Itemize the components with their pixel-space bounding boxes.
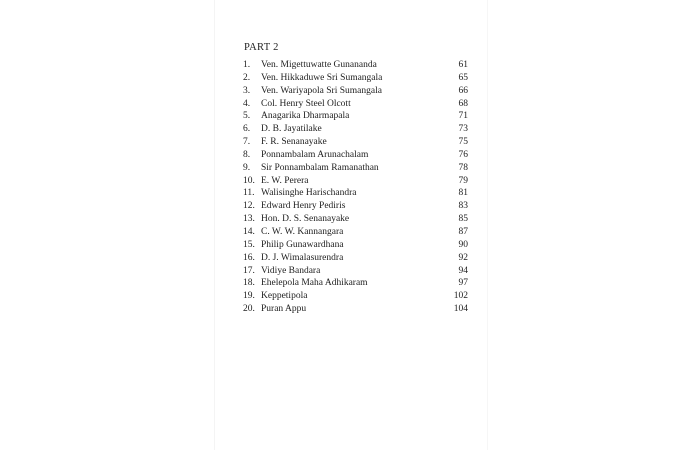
toc-entry-title: Keppetipola	[261, 291, 308, 302]
page-edge-left	[214, 0, 215, 450]
toc-entry	[243, 187, 468, 200]
toc-entry-page-number: 92	[458, 252, 468, 263]
toc-entry-page-number: 87	[458, 226, 468, 237]
toc-entry-title: Hon. D. S. Senanayake	[261, 214, 350, 225]
toc-entry	[243, 252, 468, 265]
table-of-contents	[243, 59, 468, 316]
toc-entry-number: 19.	[243, 291, 255, 302]
toc-entry-page-number: 75	[458, 137, 468, 148]
toc-entry-title: C. W. W. Kannangara	[261, 226, 344, 237]
toc-entry-title: Ehelepola Maha Adhikaram	[261, 278, 368, 289]
toc-entry	[243, 72, 468, 85]
toc-entry-number: 14.	[243, 226, 255, 237]
toc-entry	[243, 277, 468, 290]
toc-entry-page-number: 65	[458, 72, 468, 83]
toc-entry-page-number: 73	[458, 124, 468, 135]
toc-entry-number: 13.	[243, 214, 255, 225]
toc-entry-number: 20.	[243, 304, 255, 315]
toc-entry-page-number: 68	[458, 98, 468, 109]
toc-entry	[243, 226, 468, 239]
toc-entry	[243, 123, 468, 136]
toc-entry	[243, 162, 468, 175]
toc-entry-title: Puran Appu	[261, 304, 307, 315]
toc-entry-title: Philip Gunawardhana	[261, 239, 344, 250]
toc-entry-page-number: 94	[458, 265, 468, 276]
toc-entry-title: Edward Henry Pediris	[261, 201, 346, 212]
toc-entry-number: 5.	[243, 111, 251, 122]
toc-entry-number: 4.	[243, 98, 251, 109]
toc-entry-page-number: 97	[458, 278, 468, 289]
toc-entry-number: 16.	[243, 252, 255, 263]
toc-entry-title: Ven. Hikkaduwe Sri Sumangala	[261, 72, 383, 83]
toc-entry-page-number: 66	[458, 85, 468, 96]
toc-entry-page-number: 76	[458, 149, 468, 160]
part-heading: PART 2	[244, 42, 279, 53]
toc-entry-page-number: 71	[458, 111, 468, 122]
toc-entry-title: D. B. Jayatilake	[261, 124, 322, 135]
toc-entry-page-number: 104	[453, 304, 468, 315]
toc-entry-number: 6.	[243, 124, 251, 135]
toc-entry-page-number: 79	[458, 175, 468, 186]
toc-entry-page-number: 78	[458, 162, 468, 173]
toc-entry	[243, 98, 468, 111]
toc-entry-page-number: 81	[458, 188, 468, 199]
toc-entry-number: 17.	[243, 265, 255, 276]
toc-entry-page-number: 83	[458, 201, 468, 212]
toc-entry-number: 15.	[243, 239, 255, 250]
toc-entry-title: Vidiye Bandara	[261, 265, 321, 276]
toc-entry-number: 9.	[243, 162, 251, 173]
toc-entry-number: 18.	[243, 278, 255, 289]
toc-entry-page-number: 61	[458, 60, 468, 70]
page-edge-right	[487, 0, 488, 450]
toc-entry-number: 1.	[243, 60, 251, 70]
toc-entry-number: 10.	[243, 175, 255, 186]
toc-entry-page-number: 85	[458, 214, 468, 225]
toc-entry-title: Ven. Migettuwatte Gunananda	[261, 60, 377, 70]
toc-entry-number: 7.	[243, 137, 251, 148]
toc-entry	[243, 303, 468, 316]
toc-entry-title: D. J. Wimalasurendra	[261, 252, 344, 263]
toc-entry	[243, 59, 468, 72]
toc-entry-title: Ven. Wariyapola Sri Sumangala	[261, 85, 382, 96]
toc-entry	[243, 110, 468, 123]
toc-entry-number: 2.	[243, 72, 251, 83]
toc-entry-number: 3.	[243, 85, 251, 96]
toc-entry	[243, 239, 468, 252]
toc-entry-title: Col. Henry Steel Olcott	[261, 98, 351, 109]
toc-entry	[243, 175, 468, 188]
toc-entry	[243, 265, 468, 278]
toc-entry	[243, 290, 468, 303]
toc-entry-title: Ponnambalam Arunachalam	[261, 149, 369, 160]
toc-entry	[243, 85, 468, 98]
toc-entry-number: 8.	[243, 149, 251, 160]
toc-entry	[243, 213, 468, 226]
toc-entry-number: 12.	[243, 201, 255, 212]
toc-entry	[243, 149, 468, 162]
toc-entry-page-number: 102	[453, 291, 468, 302]
toc-entry-page-number: 90	[458, 239, 468, 250]
toc-entry-title: Walisinghe Harischandra	[261, 188, 357, 199]
toc-entry-title: F. R. Senanayake	[261, 137, 327, 148]
toc-entry-title: E. W. Perera	[261, 175, 309, 186]
toc-entry	[243, 136, 468, 149]
toc-entry-title: Anagarika Dharmapala	[261, 111, 350, 122]
toc-entry-title: Sir Ponnambalam Ramanathan	[261, 162, 379, 173]
toc-entry-number: 11.	[243, 188, 255, 199]
toc-entry	[243, 200, 468, 213]
